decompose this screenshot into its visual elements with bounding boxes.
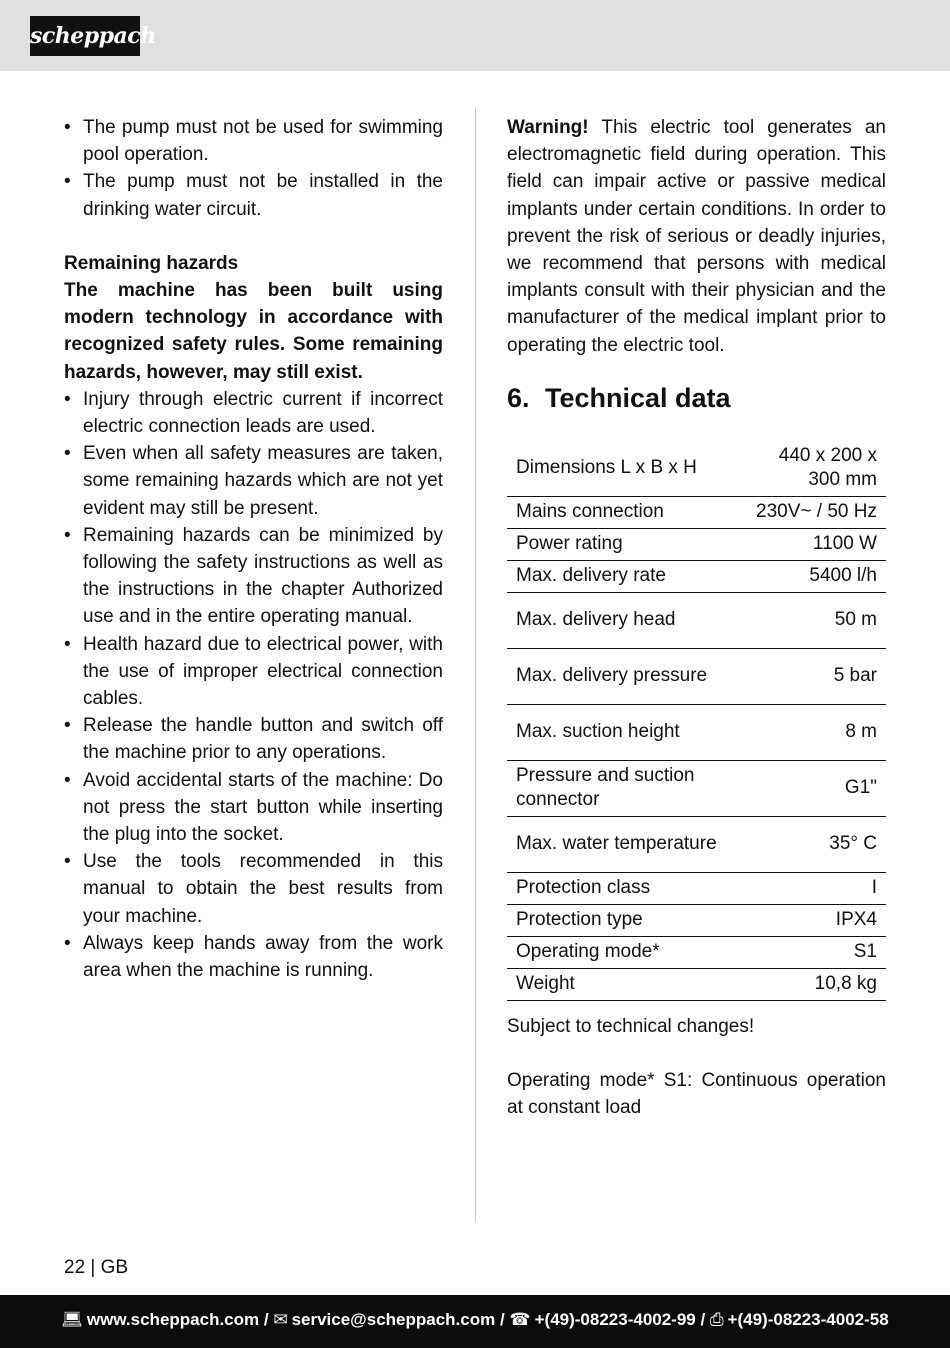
spec-value: IPX4	[736, 904, 886, 936]
footer-separator: /	[259, 1310, 274, 1329]
warning-label: Warning!	[507, 117, 589, 138]
table-row	[507, 872, 886, 904]
list-item: • Health hazard due to electrical power, with the use of improper electrical connection cables.	[64, 631, 443, 713]
footer-email[interactable]: service@scheppach.com	[291, 1310, 496, 1329]
footer-website[interactable]: www.scheppach.com	[86, 1310, 260, 1329]
warning-paragraph	[507, 114, 886, 359]
table-row	[507, 441, 886, 497]
spec-value: 10,8 kg	[736, 968, 886, 1000]
fax-icon: ⎙	[709, 1310, 724, 1329]
spec-value: G1"	[736, 760, 886, 816]
warning-text: This electric tool generates an electromagnetic field during operation. This field can impair active or passive medical implants under certain conditions. In order to prevent the risk of serious or deadly injuries, we recommend that persons with medical implants consult with their physician and the manufacturer of the medical implant prior to operating the electric tool.	[507, 117, 886, 356]
table-row	[507, 648, 886, 704]
section-heading	[507, 381, 886, 415]
page-language: GB	[100, 1257, 129, 1278]
spec-value: I	[736, 872, 886, 904]
section-title: Technical data	[545, 382, 731, 413]
list-item: • Always keep hands away from the work area when the machine is running.	[64, 930, 443, 984]
footer-separator: /	[495, 1310, 510, 1329]
scheppach-logo: scheppach	[30, 16, 140, 56]
spec-value: S1	[736, 936, 886, 968]
spec-value: 5 bar	[736, 648, 886, 704]
spec-label: Max. delivery head	[507, 592, 736, 648]
technical-data-table	[507, 441, 886, 1001]
table-row	[507, 704, 886, 760]
page-number	[64, 1256, 128, 1280]
table-row	[507, 496, 886, 528]
table-row	[507, 560, 886, 592]
table-row	[507, 816, 886, 872]
table-row	[507, 968, 886, 1000]
table-row	[507, 528, 886, 560]
spec-label: Protection type	[507, 904, 736, 936]
table-row	[507, 760, 886, 816]
spec-label: Mains connection	[507, 496, 736, 528]
remaining-hazards-list	[64, 386, 443, 984]
column-divider	[475, 108, 476, 1222]
left-column	[64, 114, 443, 984]
phone-icon: ☎︎	[509, 1310, 531, 1329]
spec-value: 50 m	[736, 592, 886, 648]
technical-changes-note: Subject to technical changes!	[507, 1015, 755, 1037]
page-separator: |	[90, 1257, 96, 1278]
page-header	[0, 0, 950, 71]
spec-label: Max. delivery pressure	[507, 648, 736, 704]
spec-label: Operating mode*	[507, 936, 736, 968]
spec-value: 1100 W	[736, 528, 886, 560]
spec-value: 230V~ / 50 Hz	[736, 496, 886, 528]
page-footer	[0, 1295, 950, 1348]
list-item: • Release the handle button and switch off the machine prior to any operations.	[64, 712, 443, 766]
spec-label: Protection class	[507, 872, 736, 904]
spec-label: Max. suction height	[507, 704, 736, 760]
spec-value: 8 m	[736, 704, 886, 760]
list-item: • The pump must not be used for swimming pool operation.	[64, 114, 443, 168]
spec-label: Max. delivery rate	[507, 560, 736, 592]
section-number: 6.	[507, 382, 530, 413]
list-item: • Remaining hazards can be minimized by following the safety instructions as well as the instructions in the chapter Authorized use and in the entire operating manual.	[64, 522, 443, 631]
spec-label: Weight	[507, 968, 736, 1000]
remaining-hazards-heading: Remaining hazards	[64, 252, 239, 274]
list-item: • Even when all safety measures are taken, some remaining hazards which are not yet evident may still be present.	[64, 440, 443, 522]
spec-value: 5400 l/h	[736, 560, 886, 592]
table-row	[507, 592, 886, 648]
page-number-value: 22	[64, 1257, 86, 1278]
spec-label: Dimensions L x B x H	[507, 441, 736, 497]
list-item: • Use the tools recommended in this manual to obtain the best results from your machine.	[64, 848, 443, 930]
operating-mode-note: Operating mode* S1: Continuous operation at constant load	[507, 1070, 886, 1119]
spec-label: Pressure and suction connector	[507, 760, 736, 816]
list-item: • Injury through electric current if incorrect electric connection leads are used.	[64, 386, 443, 440]
spec-value: 440 x 200 x 300 mm	[736, 441, 886, 497]
footer-separator: /	[695, 1310, 710, 1329]
table-row	[507, 904, 886, 936]
remaining-hazards-intro: The machine has been built using modern technology in accordance with recognized safety rules. Some remaining hazards, however, may still exist.	[64, 280, 443, 383]
list-item: • The pump must not be installed in the drinking water circuit.	[64, 168, 443, 222]
pump-usage-list	[64, 114, 443, 223]
spec-value: 35° C	[736, 816, 886, 872]
list-item: • Avoid accidental starts of the machine: Do not press the start button while inserting the plug into the socket.	[64, 767, 443, 849]
spec-label: Power rating	[507, 528, 736, 560]
table-row	[507, 936, 886, 968]
mail-icon: ✉︎	[273, 1310, 288, 1329]
footer-fax: +(49)-08223-4002-58	[727, 1310, 889, 1329]
spec-label: Max. water temperature	[507, 816, 736, 872]
computer-icon: 💻︎	[61, 1310, 83, 1329]
footer-phone: +(49)-08223-4002-99	[534, 1310, 696, 1329]
right-column	[507, 114, 886, 1121]
